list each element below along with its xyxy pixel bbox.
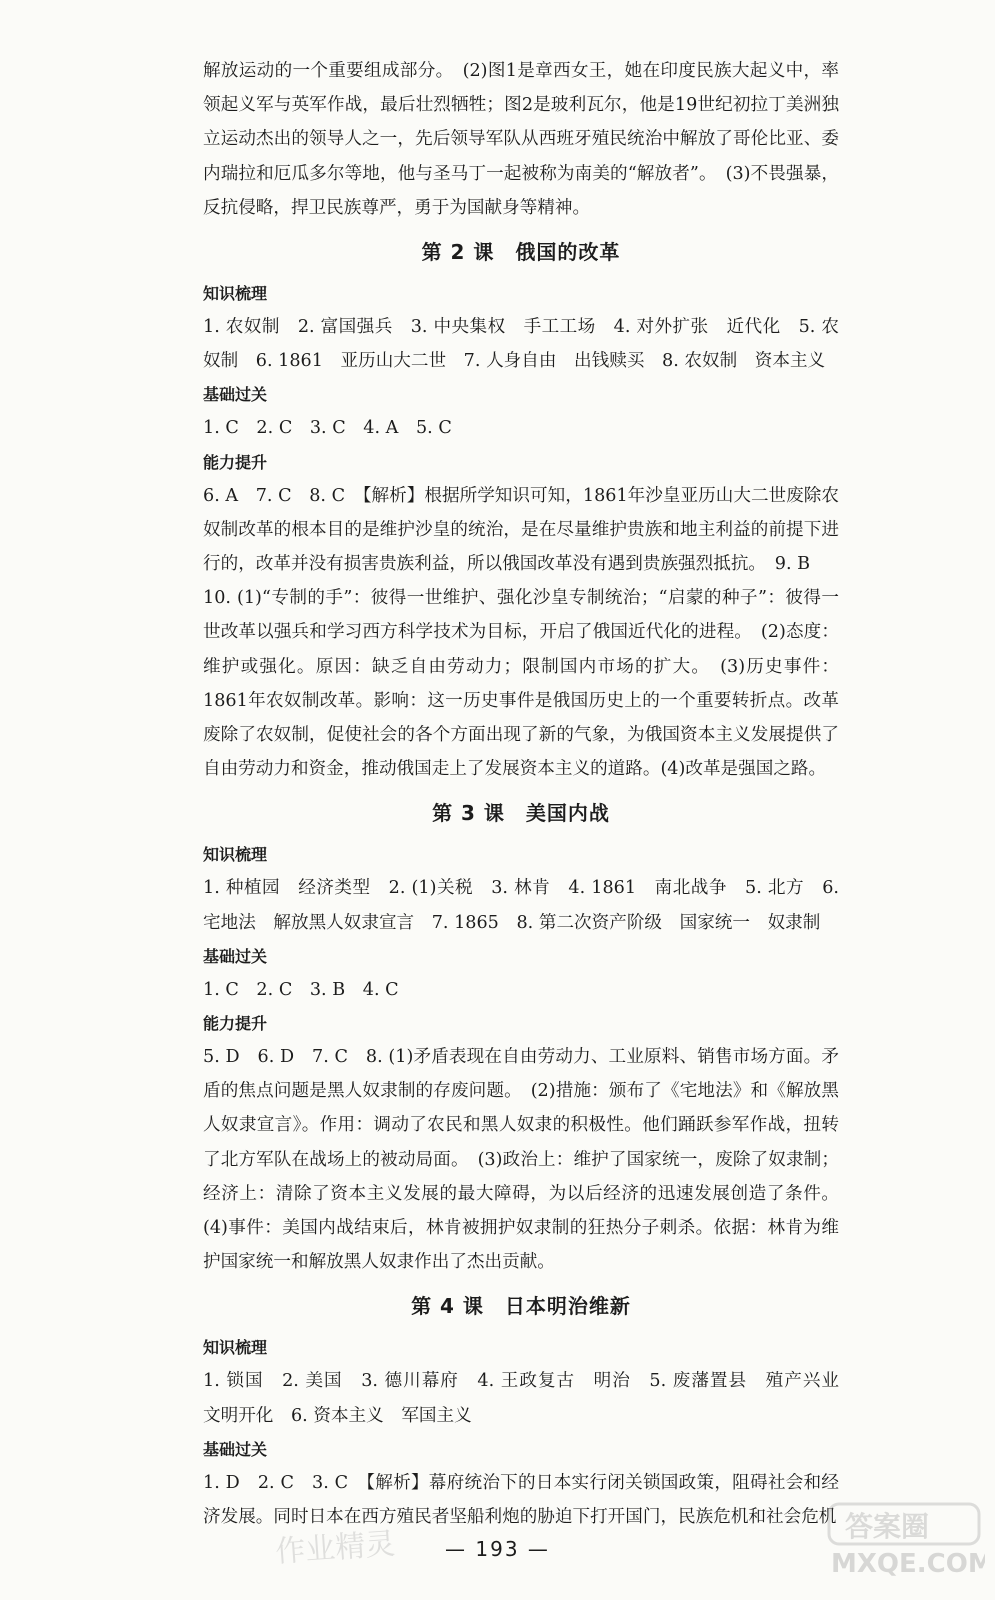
svg-text:答案圈: 答案圈 [845, 1510, 930, 1543]
section-knowledge-heading: 知识梳理 [203, 845, 268, 865]
knowledge-answers: 1. 种植园 经济类型 2. (1)关税 3. 林肯 4. 1861 南北战争 5. 北方 6. 宅地法 解放黑人奴隶宣言 7. 1865 8. 第二次资产阶级 国家统一 奴隶制 [203, 878, 839, 933]
lesson-title: 第 3 课 美国内战 [432, 801, 610, 826]
answer-content [203, 54, 857, 1534]
basic-answers: 1. D 2. C 3. C 【解析】幕府统治下的日本实行闭关锁国政策，阻碍社会和经济发展。同时日本在西方殖民者坚船利炮的胁迫下打开国门，民族危机和社会危机 [203, 1472, 839, 1528]
knowledge-answers: 1. 锁国 2. 美国 3. 德川幕府 4. 王政复古 明治 5. 废藩置县 殖产兴业 文明开化 6. 资本主义 军国主义 [203, 1371, 857, 1426]
lesson-title: 第 2 课 俄国的改革 [421, 240, 621, 265]
basic-answers: 1. C 2. C 3. B 4. C [203, 979, 399, 1000]
watermark-stamp [270, 1518, 450, 1572]
section-basic-heading: 基础过关 [203, 385, 268, 405]
section-basic-heading: 基础过关 [203, 946, 268, 966]
lesson-4-section [203, 1281, 857, 1534]
lesson-3-section [203, 788, 839, 1279]
section-knowledge-heading: 知识梳理 [203, 284, 268, 304]
page-number: — 193 — [445, 1537, 550, 1561]
ability-answer: 10. (1)“专制的手”：彼得一世维护、强化沙皇专制统治；“启蒙的种子”：彼得一世改革以强兵和学习西方科学技术为目标，开启了俄国近代化的进程。 (2)态度：维护或强化。原因：缺乏自由劳动力；限制国内市场的扩大。 (3)历史事件：1861年农奴制改革。影响：这一历史事件是俄国历史上的一个重要转折点。改革废除了农奴制，促使社会的各个方面出现了新的气象，为俄国资本主义发展提供了自由劳动力和资金，推动俄国走上了发展资本主义的道路。(4)改革是强国之路。 [203, 588, 839, 780]
lesson-title: 第 4 课 日本明治维新 [411, 1294, 631, 1319]
basic-answers: 1. C 2. C 3. C 4. A 5. C [203, 418, 452, 439]
watermark-logo [825, 1500, 985, 1580]
svg-text:MXQE.COM: MXQE.COM [831, 1549, 985, 1579]
knowledge-answers: 1. 农奴制 2. 富国强兵 3. 中央集权 手工工场 4. 对外扩张 近代化 5. 农奴制 6. 1861 亚历山大二世 7. 人身自由 出钱赎买 8. 农奴制 资本主义 [203, 317, 839, 372]
ability-answer: 5. D 6. D 7. C 8. (1)矛盾表现在自由劳动力、工业原料、销售市场方面。矛盾的焦点问题是黑人奴隶制的存废问题。 (2)措施：颁布了《宅地法》和《解放黑人奴隶宣言》。作用：调动了农民和黑人奴隶的积极性。他们踊跃参军作战，扭转了北方军队在战场上的被动局面。 (3)政治上：维护了国家统一，废除了奴隶制；经济上：清除了资本主义发展的最大障碍，为以后经济的迅速发展创造了条件。(4)事件：美国内战结束后，林肯被拥护奴隶制的狂热分子刺杀。依据：林肯为维护国家统一和解放黑人奴隶作出了杰出贡献。 [203, 1047, 839, 1273]
ability-answer: 6. A 7. C 8. C 【解析】根据所学知识可知，1861年沙皇亚历山大二世废除农奴制改革的根本目的是维护沙皇的统治，是在尽量维护贵族和地主利益的前提下进行的，改革并没有损害贵族利益，所以俄国改革没有遇到贵族强烈抵抗。 9. B [203, 485, 839, 575]
section-ability-heading: 能力提升 [203, 452, 268, 472]
section-ability-heading: 能力提升 [203, 1014, 268, 1034]
section-basic-heading: 基础过关 [203, 1439, 268, 1459]
svg-text:作业精灵: 作业精灵 [274, 1526, 397, 1568]
intro-paragraph: 解放运动的一个重要组成部分。 (2)图1是章西女王，她在印度民族大起义中，率领起义军与英军作战，最后壮烈牺牲；图2是玻利瓦尔，他是19世纪初拉丁美洲独立运动杰出的领导人之一，先后领导军队从西班牙殖民统治中解放了哥伦比亚、委内瑞拉和厄瓜多尔等地，他与圣马丁一起被称为南美的“解放者”。 (3)不畏强暴，反抗侵略，捍卫民族尊严，勇于为国献身等精神。 [203, 61, 839, 218]
section-knowledge-heading: 知识梳理 [203, 1338, 268, 1358]
lesson-2-section [203, 227, 839, 786]
